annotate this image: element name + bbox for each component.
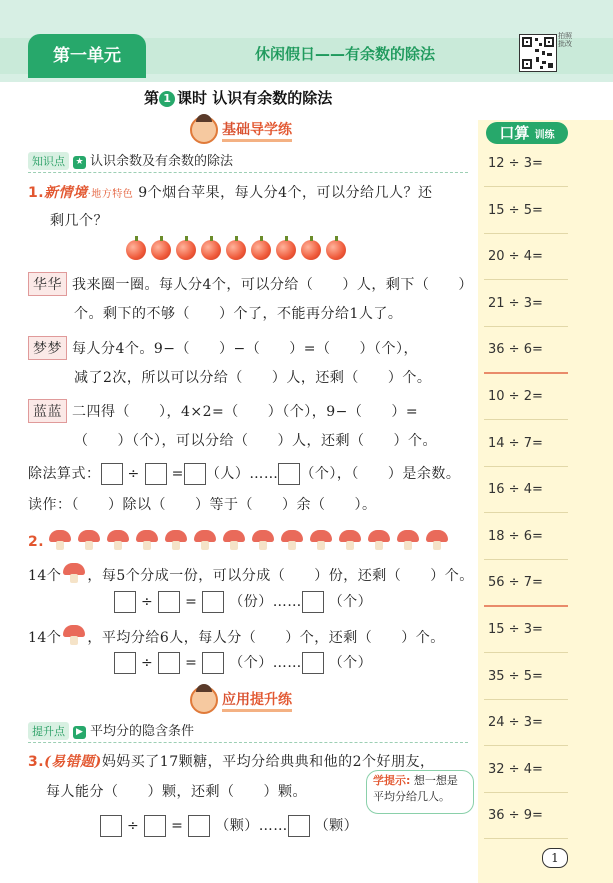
mental-math-item: 36 ÷ 6= (488, 342, 543, 358)
mengmeng-line1: 梦梦 每人分4个。9−（ ）−（ ）=（ ）（个）， (28, 336, 418, 360)
answer-box[interactable] (101, 463, 123, 485)
q3-line2: 每人能分（ ）颗，还剩（ ）颗。 (46, 784, 307, 800)
answer-box[interactable] (114, 652, 136, 674)
read-as-line: 读作：（ ）除以（ ）等于（ ）余（ ）。 (28, 497, 377, 513)
q2-formula1: ÷ = （份）…… （个） (114, 591, 372, 613)
mushroom-icon (63, 625, 85, 645)
mushroom-icon (107, 530, 129, 550)
apple-icon (326, 240, 346, 260)
q3-formula: ÷ = （颗）…… （颗） (100, 815, 358, 837)
divider (28, 742, 468, 743)
mushroom-icon (136, 530, 158, 550)
arrow-icon: ▶ (73, 726, 86, 739)
mental-math-item: 15 ÷ 3= (488, 622, 543, 637)
lesson-title: 第 1 课时 认识有余数的除法 (144, 89, 333, 107)
qr-code-icon[interactable] (519, 34, 557, 72)
mental-math-item: 32 ÷ 4= (488, 761, 543, 777)
star-icon: ★ (73, 156, 86, 169)
qr-caption: 拍照批改 (558, 32, 572, 48)
mental-math-item: 14 ÷ 7= (488, 435, 543, 451)
mental-math-item: 21 ÷ 3= (488, 295, 543, 311)
mental-math-item: 10 ÷ 2= (488, 389, 543, 404)
answer-line (484, 512, 568, 513)
mushroom-icon (63, 563, 85, 583)
kid-mascot-icon (190, 686, 218, 714)
answer-box[interactable] (114, 591, 136, 613)
q2-line2: 14个 ，平均分给6人，每人分（ ）个，还剩（ ）个。 (28, 625, 445, 647)
apple-icon (176, 240, 196, 260)
q1-line2: 剩几个？ (50, 213, 108, 229)
mushroom-icon (165, 530, 187, 550)
answer-line (484, 466, 568, 467)
q3-line1: 3.(易错题)妈妈买了17颗糖，平均分给典典和他的2个好朋友， (28, 754, 435, 770)
answer-line (484, 326, 568, 327)
answer-box[interactable] (158, 652, 180, 674)
answer-box[interactable] (302, 591, 324, 613)
answer-line (484, 838, 568, 839)
mushroom-icon (49, 530, 71, 550)
mental-math-item: 20 ÷ 4= (488, 249, 543, 265)
mental-math-item: 16 ÷ 4= (488, 482, 543, 498)
lanlan-line2: （ ）（个），可以分给（ ）人，还剩（ ）个。 (74, 433, 437, 449)
hint-bubble: 学提示: 想一想是 平均分给几人。 (366, 770, 474, 814)
apple-icon (251, 240, 271, 260)
division-formula: 除法算式： ÷ = （人）…… （个），（ ）是余数。 (28, 463, 460, 485)
section-applied: 应用提升练 (190, 686, 292, 714)
answer-line (484, 559, 568, 560)
apple-icon (151, 240, 171, 260)
mushroom-icon (78, 530, 100, 550)
answer-line (484, 419, 568, 420)
apple-icon (276, 240, 296, 260)
mengmeng-line2: 减了2次，所以可以分给（ ）人，还剩（ ）个。 (74, 370, 432, 386)
answer-box[interactable] (158, 591, 180, 613)
mushroom-icon (368, 530, 390, 550)
answer-box[interactable] (145, 463, 167, 485)
answer-box[interactable] (144, 815, 166, 837)
answer-box[interactable] (278, 463, 300, 485)
chapter-title: 休闲假日——有余数的除法 (254, 45, 435, 63)
mental-math-item: 56 ÷ 7= (488, 575, 543, 591)
mushroom-icon (194, 530, 216, 550)
answer-line (484, 605, 568, 607)
answer-box[interactable] (188, 815, 210, 837)
answer-line (484, 279, 568, 280)
mental-math-item: 35 ÷ 5= (488, 668, 543, 684)
mental-math-item: 18 ÷ 6= (488, 528, 543, 544)
mushroom-icon (281, 530, 303, 550)
apple-icon (201, 240, 221, 260)
apple-icon (126, 240, 146, 260)
mushroom-icon (339, 530, 361, 550)
knowledge-point: 知识点 ★ 认识余数及有余数的除法 (28, 150, 233, 170)
improvement-point: 提升点 ▶ 平均分的隐含条件 (28, 720, 194, 740)
lanlan-line1: 蓝蓝 二四得（ ），4×2=（ ）（个），9−（ ）= (28, 399, 418, 423)
answer-line (484, 372, 568, 374)
answer-line (484, 233, 568, 234)
kid-mascot-icon (190, 116, 218, 144)
huahua-line2: 个。剩下的不够（ ）个了，不能再分给1人了。 (74, 306, 403, 322)
divider (28, 172, 468, 173)
answer-line (484, 652, 568, 653)
mental-math-title: 口算 训练 (486, 122, 568, 144)
answer-box[interactable] (202, 652, 224, 674)
unit-tab: 第一单元 (28, 34, 146, 78)
answer-box[interactable] (302, 652, 324, 674)
answer-box[interactable] (100, 815, 122, 837)
answer-line (484, 699, 568, 700)
section-basic: 基础导学练 (190, 116, 292, 144)
huahua-line1: 华华 我来圈一圈。每人分4个，可以分给（ ）人，剩下（ ） (28, 272, 473, 296)
q2-mushrooms: 2. (28, 530, 455, 550)
apple-icon (301, 240, 321, 260)
mental-math-item: 24 ÷ 3= (488, 715, 543, 731)
mushroom-icon (223, 530, 245, 550)
apple-icon (226, 240, 246, 260)
q1-line1: 1.新情境·地方特色 9个烟台苹果，每人分4个，可以分给几人？还 (28, 185, 433, 201)
mushroom-icon (310, 530, 332, 550)
lesson-number: 1 (159, 91, 175, 107)
answer-box[interactable] (288, 815, 310, 837)
answer-box[interactable] (184, 463, 206, 485)
q2-formula2: ÷ = （个）…… （个） (114, 652, 372, 674)
page-number: 1 (542, 848, 568, 868)
answer-box[interactable] (202, 591, 224, 613)
mushroom-icon (397, 530, 419, 550)
answer-line (484, 745, 568, 746)
mental-math-item: 12 ÷ 3= (488, 156, 543, 171)
apple-row (126, 240, 351, 264)
mental-math-item: 15 ÷ 5= (488, 202, 543, 218)
q2-line1: 14个 ，每5个分成一份，可以分成（ ）份，还剩（ ）个。 (28, 563, 474, 585)
mental-math-item: 36 ÷ 9= (488, 808, 543, 824)
answer-line (484, 792, 568, 793)
mushroom-icon (252, 530, 274, 550)
answer-line (484, 186, 568, 187)
mushroom-icon (426, 530, 448, 550)
